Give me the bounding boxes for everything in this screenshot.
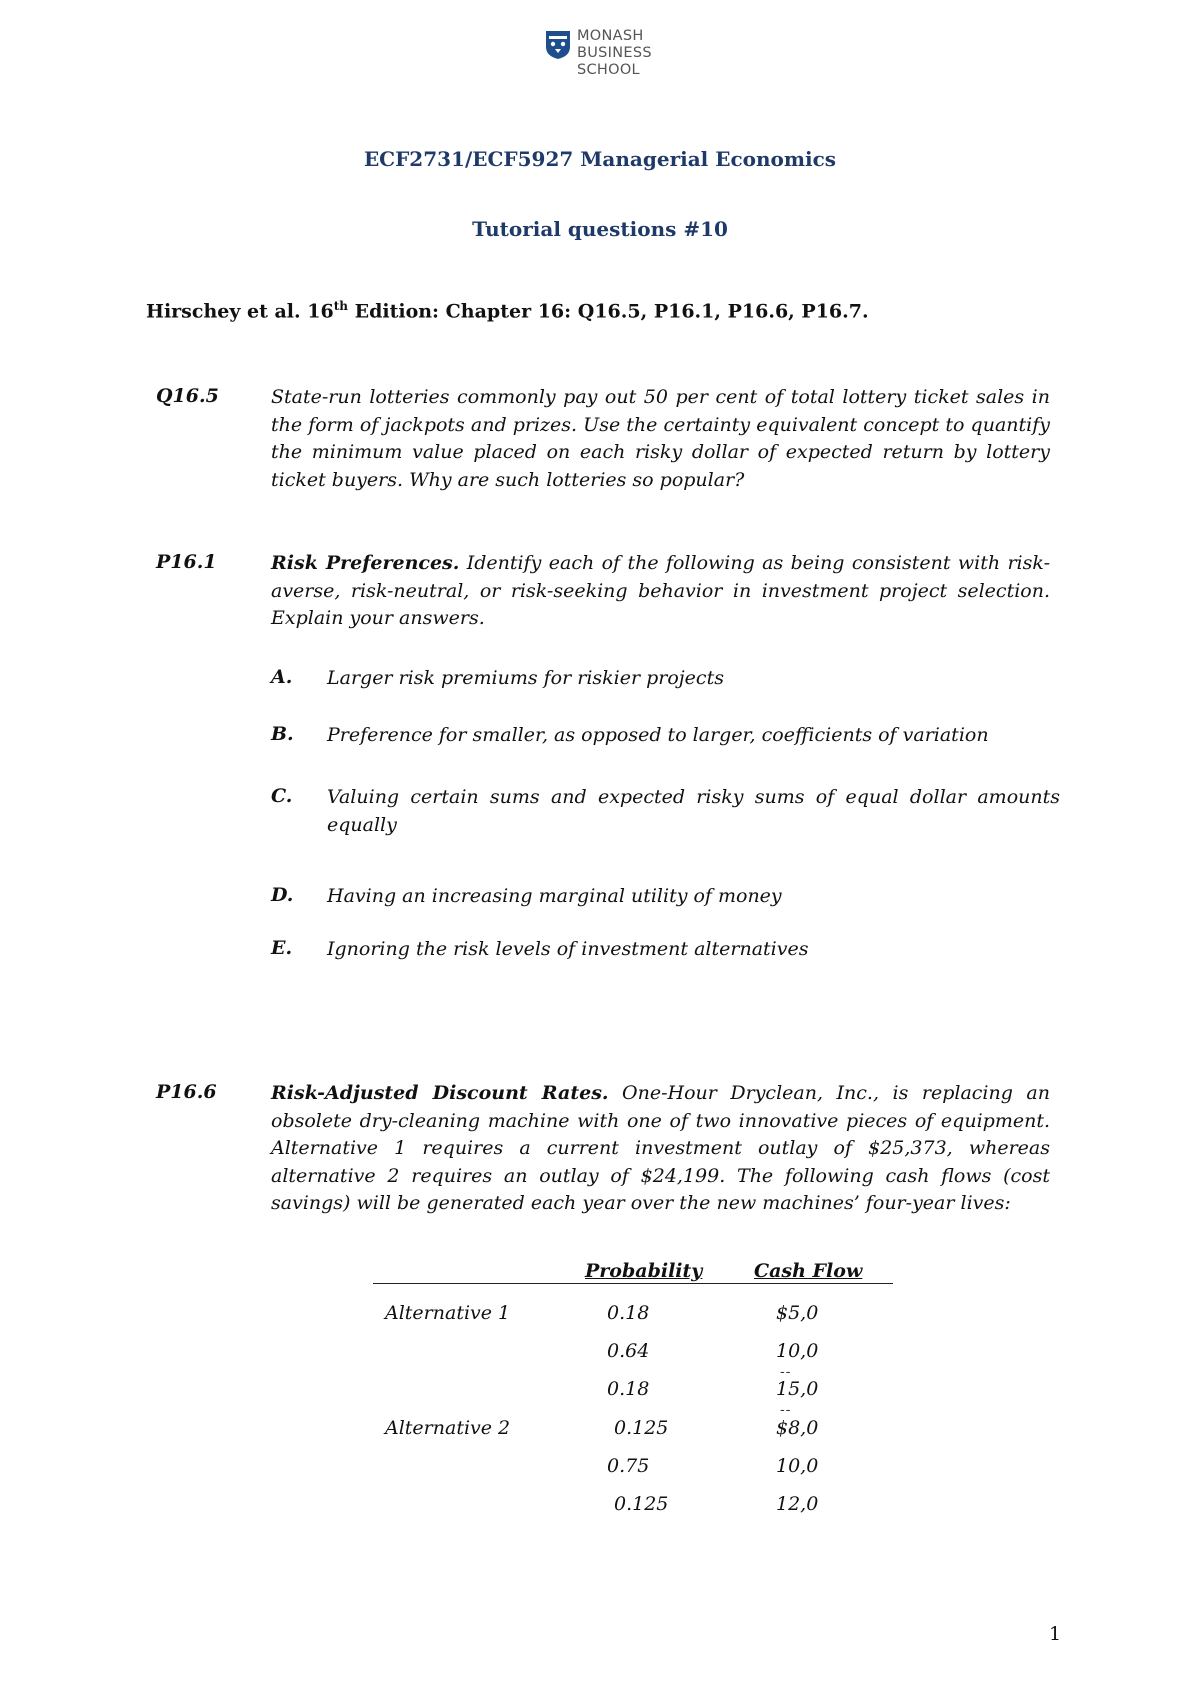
logo-wordmark [577, 28, 652, 79]
p161-label: P16.1 [156, 551, 217, 573]
header-probability: Probability [585, 1260, 703, 1282]
logo-line-2: BUSINESS [577, 45, 652, 61]
chapter-reference-pre: Hirschey et al. 16 [146, 300, 334, 323]
row-cash-flow: $5,0 [776, 1302, 819, 1324]
course-title: ECF2731/ECF5927 Managerial Economics [363, 147, 837, 171]
chapter-reference-post: Edition: Chapter 16: Q16.5, P16.1, P16.6, P16.7. [347, 300, 869, 323]
row-probability: 0.18 [607, 1378, 650, 1400]
q165-label: Q16.5 [156, 385, 219, 407]
p166-heading: Risk-Adjusted Discount Rates. [271, 1082, 609, 1104]
option-text-b: Preference for smaller, as opposed to larger, coefficients of variation [327, 724, 989, 746]
row-probability: 0.125 [614, 1417, 669, 1439]
p166-text: One-Hour Dryclean, Inc., is replacing an obsolete dry-cleaning machine with one of two innovative pieces of equipment. Alternative 1 requires a current investment outlay of $25,373, whereas alternative 2 requires an outlay of $24,199. The following cash flows (cost savings) will be generated each year over the new machines’ four-year lives: [271, 1082, 1050, 1214]
option-letter-d: D. [271, 884, 294, 906]
p166-body [271, 1080, 1050, 1218]
p161-heading: Risk Preferences. [271, 552, 460, 574]
cell-overflow-mark: -- [780, 1402, 792, 1418]
header-cash-flow: Cash Flow [754, 1260, 863, 1282]
monash-crest-icon [545, 30, 571, 60]
row-alt: Alternative 2 [385, 1417, 511, 1439]
table-header-rule [373, 1283, 893, 1284]
page-number: 1 [1049, 1623, 1062, 1645]
option-text-a: Larger risk premiums for riskier projects [327, 667, 724, 689]
row-probability: 0.18 [607, 1302, 650, 1324]
chapter-reference [146, 299, 869, 322]
row-probability: 0.64 [607, 1340, 650, 1362]
tutorial-title: Tutorial questions #10 [472, 217, 728, 241]
option-letter-b: B. [271, 723, 294, 745]
row-probability: 0.125 [614, 1493, 669, 1515]
row-cash-flow: 10,0 [776, 1455, 819, 1477]
option-letter-c: C. [271, 785, 293, 807]
cell-overflow-mark: -- [780, 1364, 792, 1380]
monash-logo [545, 28, 652, 79]
logo-line-3: SCHOOL [577, 62, 640, 78]
row-probability: 0.75 [607, 1455, 650, 1477]
row-alt: Alternative 1 [385, 1302, 511, 1324]
option-letter-e: E. [271, 937, 293, 959]
row-cash-flow: 12,0 [776, 1493, 819, 1515]
q165-text: State-run lotteries commonly pay out 50 per cent of total lottery ticket sales in the form of jackpots and prizes. Use the certainty equivalent concept to quantify the minimum value placed on each risky dollar of expected return by lottery ticket buyers. Why are such lotteries so popular? [271, 386, 1050, 491]
option-text-c: Valuing certain sums and expected risky sums of equal dollar amounts equally [327, 786, 1060, 836]
chapter-reference-sup: th [333, 299, 348, 313]
logo-line-1: MONASH [577, 28, 644, 44]
row-cash-flow: $8,0 [776, 1417, 819, 1439]
option-letter-a: A. [271, 666, 293, 688]
option-text-e: Ignoring the risk levels of investment alternatives [327, 938, 809, 960]
p161-body [271, 550, 1050, 633]
p166-label: P16.6 [156, 1081, 217, 1103]
row-cash-flow: 15,0 [776, 1378, 819, 1400]
row-cash-flow: 10,0 [776, 1340, 819, 1362]
option-text-d: Having an increasing marginal utility of money [327, 885, 782, 907]
p161-text: Identify each of the following as being consistent with risk-averse, risk-neutral, or risk-seeking behavior in investment project selection. Explain your answers. [271, 552, 1050, 629]
